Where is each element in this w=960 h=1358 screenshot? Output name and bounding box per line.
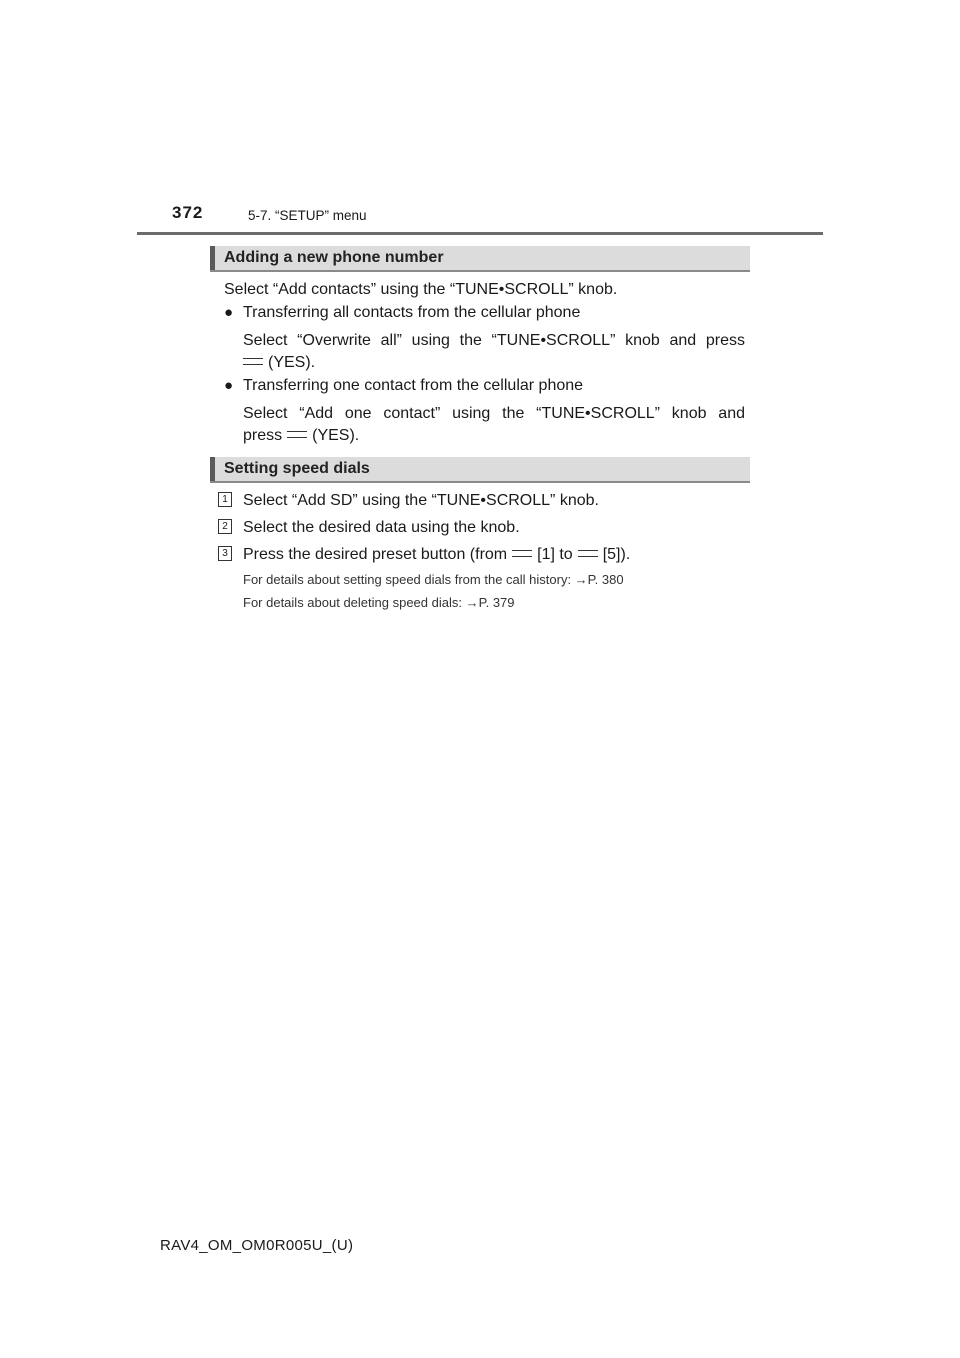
page-reference-link[interactable]: P. 380 [587, 572, 624, 587]
item-line-yes-1 [238, 353, 315, 373]
heading-setting-speed-dials [210, 457, 750, 483]
note-text: For details about deleting speed dials: [243, 595, 466, 610]
intro-text: Select “Add contacts” using the “TUNE•SCROLL” knob. [224, 281, 618, 298]
bullet-icon: ● [224, 377, 234, 394]
press-text: press [243, 427, 283, 444]
section-title: 5-7. “SETUP” menu [248, 208, 367, 223]
preset-button-icon [512, 550, 532, 557]
page-header [0, 0, 960, 240]
arrow-right-icon: → [465, 595, 479, 610]
heading-text: Adding a new phone number [224, 249, 444, 266]
item-line-yes-2 [243, 426, 359, 446]
note-text: For details about setting speed dials from the call history: [243, 572, 575, 587]
bullet-icon: ● [224, 304, 234, 321]
item-line-overwrite-all: Select “Overwrite all” using the “TUNE•SCROLL” knob and press [243, 332, 745, 349]
heading-adding-phone-number [210, 246, 750, 272]
heading-text: Setting speed dials [224, 460, 370, 477]
item-title-one-contact: Transferring one contact from the cellular phone [243, 377, 584, 394]
item-line-add-one-contact: Select “Add one contact” using the “TUNE•SCROLL” knob and [243, 405, 745, 422]
page-number: 372 [172, 203, 204, 222]
step-1-text: Select “Add SD” using the “TUNE•SCROLL” knob. [243, 492, 599, 509]
step-3-text-c: [5]). [602, 546, 631, 563]
step-number-3: 3 [218, 546, 232, 561]
yes-button-icon [287, 431, 307, 438]
yes-button-icon [243, 358, 263, 365]
header-rule [137, 232, 823, 235]
step-3-text-b: [1] to [537, 546, 573, 563]
note-call-history [243, 572, 624, 587]
yes-text: (YES). [268, 354, 316, 371]
note-deleting-speed-dials [243, 595, 515, 610]
step-number-2: 2 [218, 519, 232, 534]
step-3-text-a: Press the desired preset button (from [243, 546, 508, 563]
arrow-right-icon: → [574, 572, 588, 587]
step-2-text: Select the desired data using the knob. [243, 519, 520, 536]
preset-button-icon [578, 550, 598, 557]
page-reference-link[interactable]: P. 379 [478, 595, 515, 610]
step-number-1: 1 [218, 492, 232, 507]
step-3-text [243, 545, 630, 565]
item-title-all-contacts: Transferring all contacts from the cellular phone [243, 304, 581, 321]
yes-text: (YES). [312, 427, 360, 444]
footer-document-code: RAV4_OM_OM0R005U_(U) [160, 1237, 354, 1254]
